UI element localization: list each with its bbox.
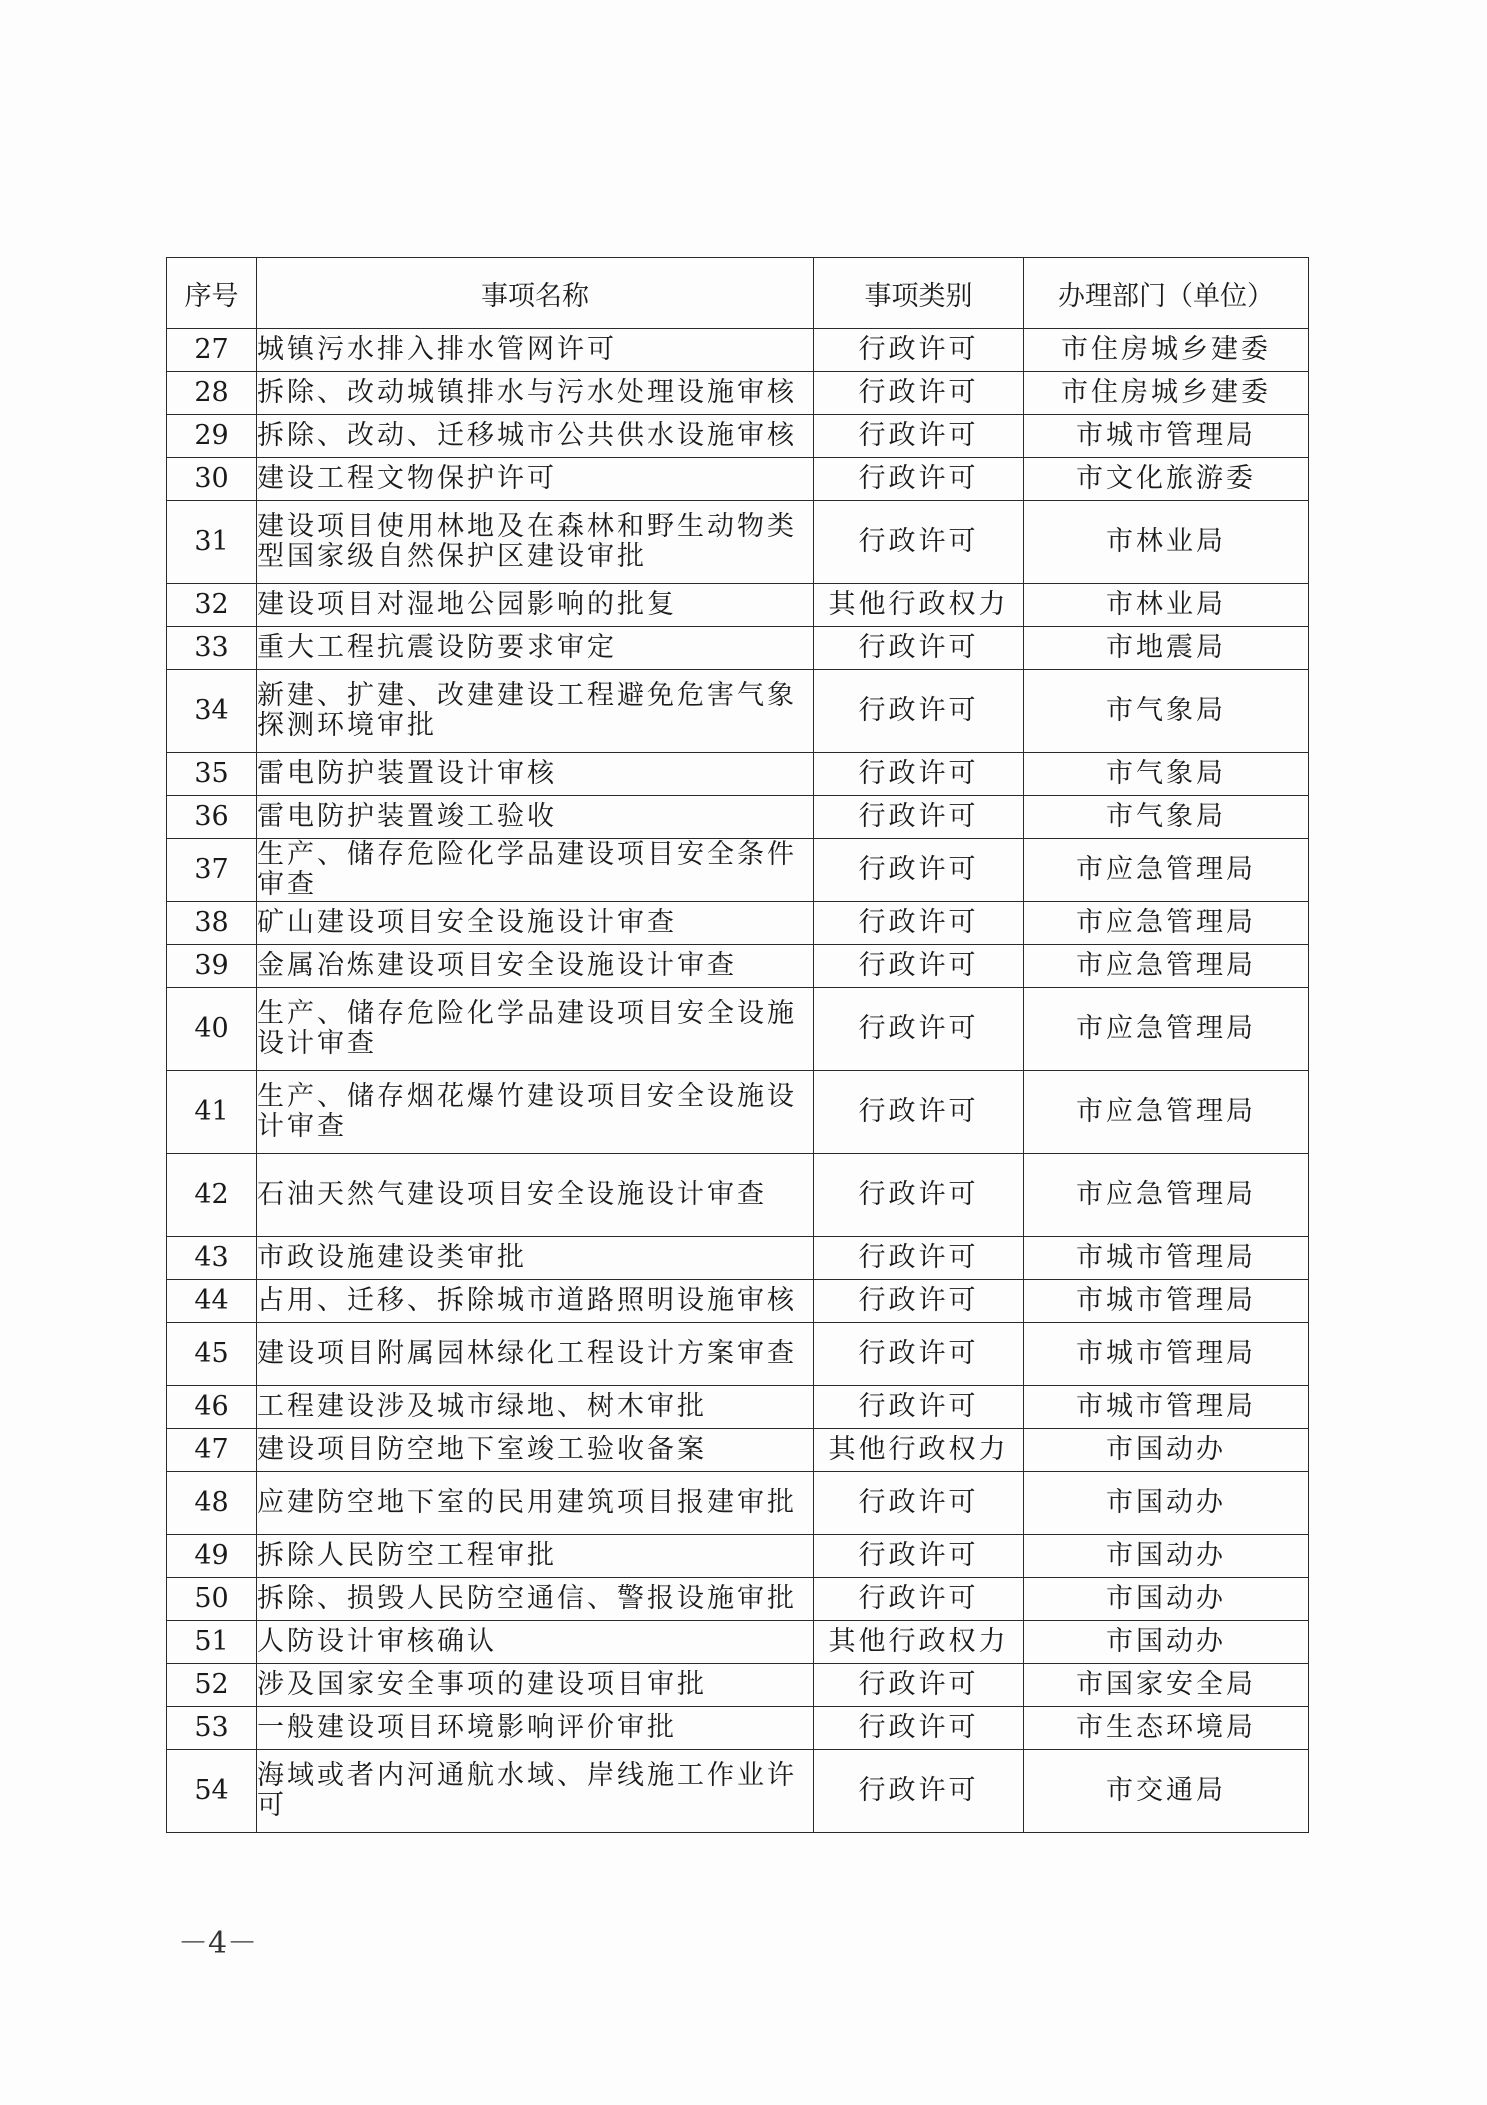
row-name: 拆除、损毁人民防空通信、警报设施审批 bbox=[257, 1578, 814, 1621]
row-no: 49 bbox=[167, 1535, 257, 1578]
row-category: 行政许可 bbox=[814, 753, 1024, 796]
row-category: 行政许可 bbox=[814, 1237, 1024, 1280]
row-no: 50 bbox=[167, 1578, 257, 1621]
row-name: 雷电防护装置设计审核 bbox=[257, 753, 814, 796]
row-name: 建设项目附属园林绿化工程设计方案审查 bbox=[257, 1323, 814, 1386]
row-no: 38 bbox=[167, 902, 257, 945]
page-number: －4－ bbox=[178, 1926, 258, 1961]
table-row bbox=[167, 1578, 1309, 1621]
row-department: 市应急管理局 bbox=[1024, 988, 1309, 1071]
row-department: 市应急管理局 bbox=[1024, 839, 1309, 902]
row-no: 28 bbox=[167, 372, 257, 415]
table-row bbox=[167, 372, 1309, 415]
row-department: 市国动办 bbox=[1024, 1578, 1309, 1621]
table-row bbox=[167, 670, 1309, 753]
row-name: 拆除、改动、迁移城市公共供水设施审核 bbox=[257, 415, 814, 458]
row-category: 行政许可 bbox=[814, 988, 1024, 1071]
items-table bbox=[166, 257, 1309, 1833]
row-category: 行政许可 bbox=[814, 670, 1024, 753]
row-department: 市气象局 bbox=[1024, 796, 1309, 839]
row-department: 市城市管理局 bbox=[1024, 1323, 1309, 1386]
row-no: 46 bbox=[167, 1386, 257, 1429]
row-department: 市住房城乡建委 bbox=[1024, 372, 1309, 415]
row-category: 行政许可 bbox=[814, 1535, 1024, 1578]
row-department: 市住房城乡建委 bbox=[1024, 329, 1309, 372]
row-category: 行政许可 bbox=[814, 1750, 1024, 1833]
table-row bbox=[167, 902, 1309, 945]
row-department: 市城市管理局 bbox=[1024, 1280, 1309, 1323]
row-no: 45 bbox=[167, 1323, 257, 1386]
row-department: 市应急管理局 bbox=[1024, 1071, 1309, 1154]
table-row bbox=[167, 839, 1309, 902]
row-name: 石油天然气建设项目安全设施设计审查 bbox=[257, 1154, 814, 1237]
row-department: 市应急管理局 bbox=[1024, 1154, 1309, 1237]
table-row bbox=[167, 1707, 1309, 1750]
row-name: 城镇污水排入排水管网许可 bbox=[257, 329, 814, 372]
table-row bbox=[167, 458, 1309, 501]
table-row bbox=[167, 753, 1309, 796]
table-row bbox=[167, 1154, 1309, 1237]
row-no: 36 bbox=[167, 796, 257, 839]
header-no: 序号 bbox=[167, 258, 257, 329]
row-no: 32 bbox=[167, 584, 257, 627]
row-name: 工程建设涉及城市绿地、树木审批 bbox=[257, 1386, 814, 1429]
table-row bbox=[167, 1237, 1309, 1280]
row-name: 重大工程抗震设防要求审定 bbox=[257, 627, 814, 670]
row-no: 31 bbox=[167, 501, 257, 584]
row-no: 39 bbox=[167, 945, 257, 988]
table-row bbox=[167, 796, 1309, 839]
row-name: 市政设施建设类审批 bbox=[257, 1237, 814, 1280]
row-category: 行政许可 bbox=[814, 1472, 1024, 1535]
row-category: 行政许可 bbox=[814, 329, 1024, 372]
row-name: 占用、迁移、拆除城市道路照明设施审核 bbox=[257, 1280, 814, 1323]
table-row bbox=[167, 1071, 1309, 1154]
table-header-row bbox=[167, 258, 1309, 329]
row-category: 其他行政权力 bbox=[814, 1429, 1024, 1472]
row-no: 34 bbox=[167, 670, 257, 753]
table-row bbox=[167, 1280, 1309, 1323]
row-category: 行政许可 bbox=[814, 458, 1024, 501]
row-no: 42 bbox=[167, 1154, 257, 1237]
table-row bbox=[167, 945, 1309, 988]
row-no: 37 bbox=[167, 839, 257, 902]
row-category: 行政许可 bbox=[814, 1154, 1024, 1237]
row-department: 市国动办 bbox=[1024, 1429, 1309, 1472]
row-name: 一般建设项目环境影响评价审批 bbox=[257, 1707, 814, 1750]
table-row bbox=[167, 329, 1309, 372]
row-category: 行政许可 bbox=[814, 839, 1024, 902]
table-row bbox=[167, 1386, 1309, 1429]
row-name: 建设项目对湿地公园影响的批复 bbox=[257, 584, 814, 627]
row-department: 市国动办 bbox=[1024, 1535, 1309, 1578]
row-name: 建设项目防空地下室竣工验收备案 bbox=[257, 1429, 814, 1472]
row-department: 市应急管理局 bbox=[1024, 945, 1309, 988]
row-name: 新建、扩建、改建建设工程避免危害气象探测环境审批 bbox=[257, 670, 814, 753]
table-row bbox=[167, 1664, 1309, 1707]
row-category: 行政许可 bbox=[814, 796, 1024, 839]
row-department: 市应急管理局 bbox=[1024, 902, 1309, 945]
header-department: 办理部门（单位） bbox=[1024, 258, 1309, 329]
row-name: 生产、储存危险化学品建设项目安全设施设计审查 bbox=[257, 988, 814, 1071]
row-department: 市气象局 bbox=[1024, 753, 1309, 796]
header-name: 事项名称 bbox=[257, 258, 814, 329]
row-category: 行政许可 bbox=[814, 1280, 1024, 1323]
row-category: 行政许可 bbox=[814, 627, 1024, 670]
table-row bbox=[167, 1429, 1309, 1472]
table-row bbox=[167, 1621, 1309, 1664]
row-no: 52 bbox=[167, 1664, 257, 1707]
row-name: 建设项目使用林地及在森林和野生动物类型国家级自然保护区建设审批 bbox=[257, 501, 814, 584]
row-category: 行政许可 bbox=[814, 415, 1024, 458]
row-no: 47 bbox=[167, 1429, 257, 1472]
row-department: 市地震局 bbox=[1024, 627, 1309, 670]
row-department: 市城市管理局 bbox=[1024, 1386, 1309, 1429]
row-category: 行政许可 bbox=[814, 1664, 1024, 1707]
table-row bbox=[167, 1323, 1309, 1386]
row-name: 人防设计审核确认 bbox=[257, 1621, 814, 1664]
table-row bbox=[167, 627, 1309, 670]
row-name: 矿山建设项目安全设施设计审查 bbox=[257, 902, 814, 945]
table-row bbox=[167, 415, 1309, 458]
row-department: 市林业局 bbox=[1024, 584, 1309, 627]
row-category: 行政许可 bbox=[814, 1707, 1024, 1750]
row-no: 40 bbox=[167, 988, 257, 1071]
row-category: 行政许可 bbox=[814, 945, 1024, 988]
header-category: 事项类别 bbox=[814, 258, 1024, 329]
row-no: 43 bbox=[167, 1237, 257, 1280]
row-name: 应建防空地下室的民用建筑项目报建审批 bbox=[257, 1472, 814, 1535]
row-name: 拆除人民防空工程审批 bbox=[257, 1535, 814, 1578]
row-category: 行政许可 bbox=[814, 501, 1024, 584]
row-department: 市城市管理局 bbox=[1024, 1237, 1309, 1280]
row-category: 行政许可 bbox=[814, 372, 1024, 415]
row-department: 市国动办 bbox=[1024, 1621, 1309, 1664]
row-name: 建设工程文物保护许可 bbox=[257, 458, 814, 501]
row-department: 市国动办 bbox=[1024, 1472, 1309, 1535]
table-row bbox=[167, 1750, 1309, 1833]
row-department: 市气象局 bbox=[1024, 670, 1309, 753]
row-no: 54 bbox=[167, 1750, 257, 1833]
row-no: 33 bbox=[167, 627, 257, 670]
row-department: 市林业局 bbox=[1024, 501, 1309, 584]
row-department: 市生态环境局 bbox=[1024, 1707, 1309, 1750]
row-no: 35 bbox=[167, 753, 257, 796]
row-department: 市国家安全局 bbox=[1024, 1664, 1309, 1707]
row-name: 生产、储存烟花爆竹建设项目安全设施设计审查 bbox=[257, 1071, 814, 1154]
table-row bbox=[167, 584, 1309, 627]
row-name: 海域或者内河通航水域、岸线施工作业许可 bbox=[257, 1750, 814, 1833]
row-category: 其他行政权力 bbox=[814, 584, 1024, 627]
row-no: 51 bbox=[167, 1621, 257, 1664]
row-no: 27 bbox=[167, 329, 257, 372]
row-no: 48 bbox=[167, 1472, 257, 1535]
row-name: 生产、储存危险化学品建设项目安全条件审查 bbox=[257, 839, 814, 902]
row-name: 拆除、改动城镇排水与污水处理设施审核 bbox=[257, 372, 814, 415]
table-row bbox=[167, 988, 1309, 1071]
row-name: 金属冶炼建设项目安全设施设计审查 bbox=[257, 945, 814, 988]
row-department: 市交通局 bbox=[1024, 1750, 1309, 1833]
row-name: 雷电防护装置竣工验收 bbox=[257, 796, 814, 839]
row-no: 53 bbox=[167, 1707, 257, 1750]
row-category: 其他行政权力 bbox=[814, 1621, 1024, 1664]
row-category: 行政许可 bbox=[814, 902, 1024, 945]
row-department: 市城市管理局 bbox=[1024, 415, 1309, 458]
row-department: 市文化旅游委 bbox=[1024, 458, 1309, 501]
row-no: 30 bbox=[167, 458, 257, 501]
row-name: 涉及国家安全事项的建设项目审批 bbox=[257, 1664, 814, 1707]
table-row bbox=[167, 501, 1309, 584]
row-category: 行政许可 bbox=[814, 1578, 1024, 1621]
row-no: 44 bbox=[167, 1280, 257, 1323]
row-category: 行政许可 bbox=[814, 1323, 1024, 1386]
row-category: 行政许可 bbox=[814, 1071, 1024, 1154]
table-row bbox=[167, 1472, 1309, 1535]
row-no: 29 bbox=[167, 415, 257, 458]
row-category: 行政许可 bbox=[814, 1386, 1024, 1429]
table-row bbox=[167, 1535, 1309, 1578]
row-no: 41 bbox=[167, 1071, 257, 1154]
